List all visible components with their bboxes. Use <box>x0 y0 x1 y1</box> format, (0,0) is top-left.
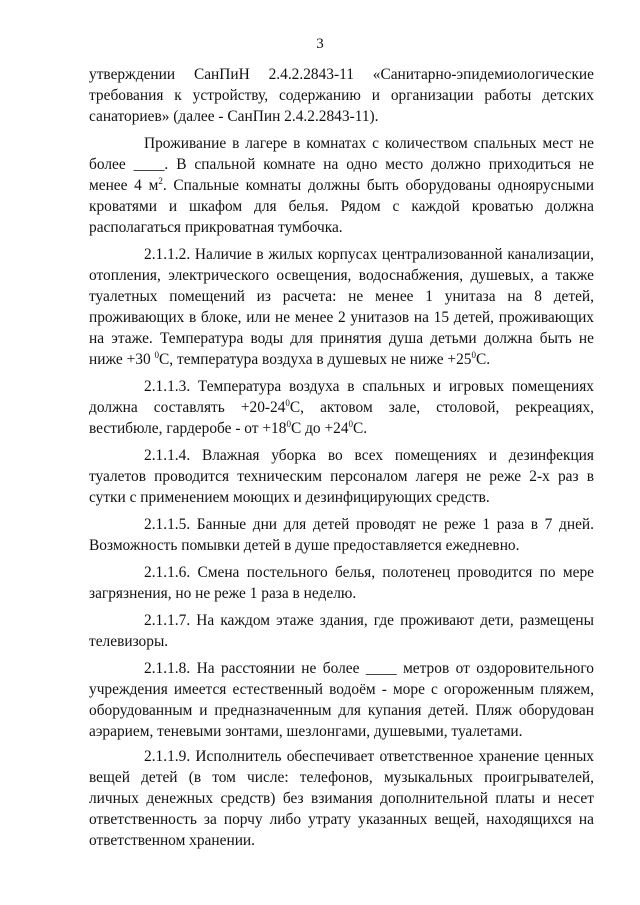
page-number: 3 <box>316 36 324 52</box>
paragraph-2-1-1-5: 2.1.1.5. Банные дни для детей проводят не реже 1 раза в 7 дней. Возможность помывки детей в душе предоставляется ежедневно. <box>89 516 594 554</box>
paragraph-sanpin-reference: утверждении СанПиН 2.4.2.2843-11 «Санитарно-эпидемиологические требования к устройству, содержанию и организации работы детских санаториев» (далее - СанПин 2.4.2.2843-11). <box>89 66 594 125</box>
paragraph-accommodation: Проживание в лагере в комнатах с количеством спальных мест не более ____. В спальной комнате на одно место должно приходиться не менее 4 $м^2$. Спальные комнаты должны быть оборудованы одноярусными кроватями и шкафом для белья. Рядом с каждой кроватью должна располагаться прикроватная тумбочка. <box>89 135 594 236</box>
paragraph-2-1-1-4: 2.1.1.4. Влажная уборка во всех помещениях и дезинфекция туалетов проводится техническим персоналом лагеря не реже 2-х раз в сутки с применением моющих и дезинфицирующих средств. <box>89 447 594 506</box>
paragraph-2-1-1-6: 2.1.1.6. Смена постельного белья, полотенец проводится по мере загрязнения, но не реже 1 раза в неделю. <box>89 564 594 602</box>
document-body <box>89 64 594 857</box>
paragraph-2-1-1-9: 2.1.1.9. Исполнитель обеспечивает ответственное хранение ценных вещей детей (в том числе: телефонов, музыкальных проигрывателей, личных денежных средств) без взимания дополнительной платы и несет ответственность за порчу либо утрату указанных вещей, находящихся на ответственном хранении. <box>89 748 594 849</box>
paragraph-2-1-1-2: 2.1.1.2. Наличие в жилых корпусах централизованной канализации, отопления, электрического освещения, водоснабжения, душевых, а также туалетных помещений из расчета: не менее 1 унитаза на 8 детей, проживающих в блоке, или не менее 2 унитазов на 15 детей, проживающих на этаже. Температура воды для принятия душа детьми должна быть не ниже +30 $^0$С, температура воздуха в душевых не ниже $+25^0С$. <box>89 246 594 368</box>
paragraph-2-1-1-8: 2.1.1.8. На расстоянии не более ____ метров от оздоровительного учреждения имеется естественный водоём - море с огороженным пляжем, оборудованным и предназначенным для купания детей. Пляж оборудован аэрарием, теневыми зонтами, шезлонгами, душевыми, туалетами. <box>89 660 594 740</box>
paragraph-2-1-1-3: 2.1.1.3. Температура воздуха в спальных и игровых помещениях должна составлять $+20-24^0С$, актовом зале, столовой, рекреациях, вестибюле, гардеробе - от $+18^0С$ до $+24^0С$. <box>89 378 595 437</box>
paragraph-2-1-1-7: 2.1.1.7. На каждом этаже здания, где проживают дети, размещены телевизоры. <box>89 612 594 650</box>
